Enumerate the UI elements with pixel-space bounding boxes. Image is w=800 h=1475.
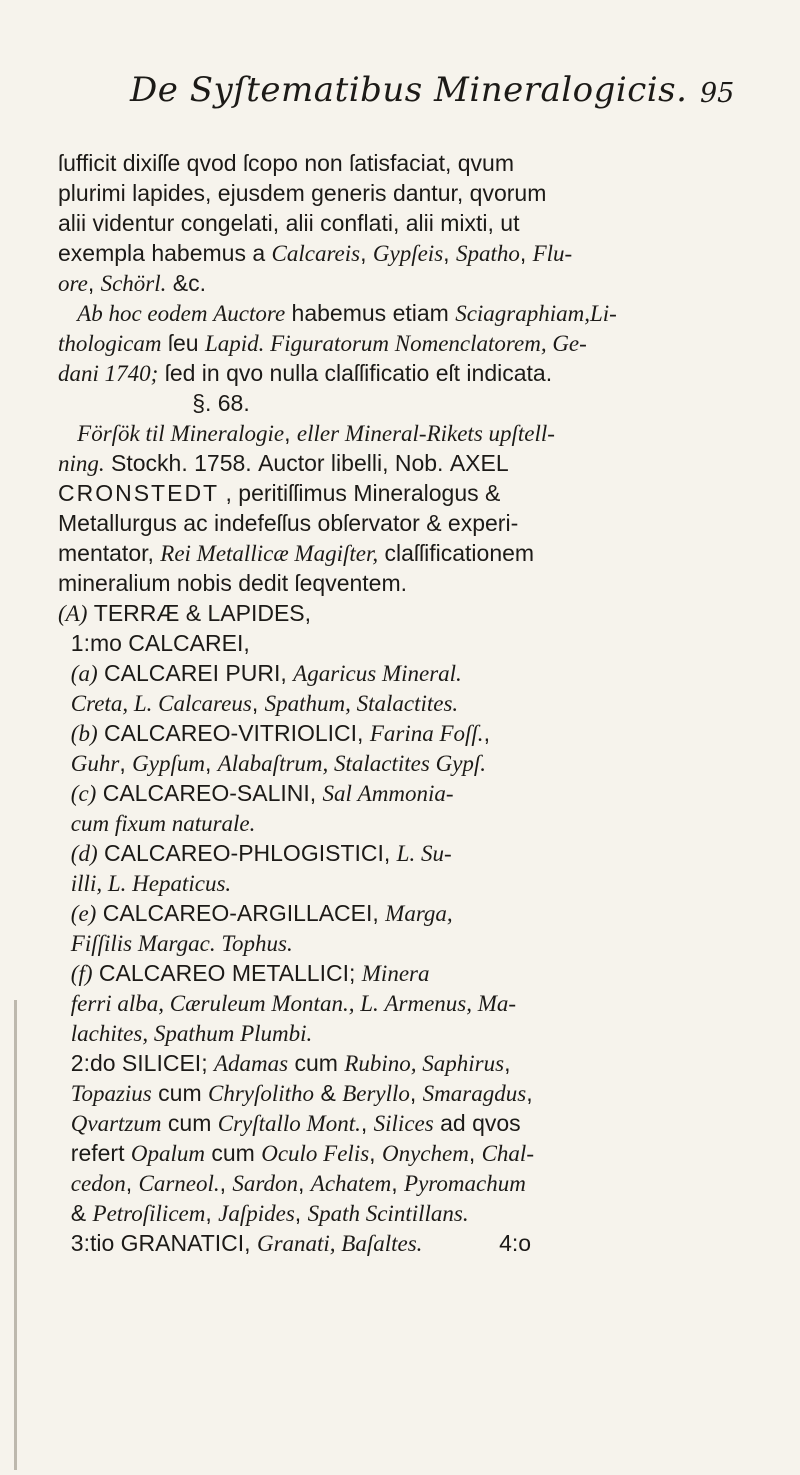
text-run: &c. [166, 270, 207, 296]
text-run: habemus etiam [285, 300, 456, 326]
italic-term: Rei Metallicæ Magiſter, [160, 541, 379, 566]
text-run: CALCAREI PURI, [97, 660, 294, 686]
text-run: CALCAREO-PHLOGISTICI, [97, 840, 397, 866]
italic-term: ferri alba, Cæruleum Montan., L. Armenus, Ma- [70, 991, 517, 1016]
text-line [58, 1048, 758, 1078]
text-line [58, 1018, 758, 1048]
text-run: , [119, 750, 133, 776]
text-run: , [219, 1170, 233, 1196]
text-run [58, 300, 77, 326]
text-run: , [87, 270, 101, 296]
text-line [58, 418, 758, 448]
text-run [58, 1170, 71, 1196]
text-line [58, 628, 758, 658]
italic-term: Agaricus Mineral. [293, 661, 462, 686]
italic-term: Sardon [232, 1171, 299, 1196]
italic-term: eller Mineral-Rikets upſtell- [296, 421, 555, 446]
italic-term: Marga, [385, 901, 453, 926]
italic-term: Alabaſtrum, Stalactites Gypſ. [217, 751, 487, 776]
text-line [58, 1108, 758, 1138]
text-run: claſſificationem [378, 540, 535, 566]
text-run: , [504, 1050, 511, 1076]
page-header [0, 70, 800, 130]
text-run [58, 690, 71, 716]
text-run: 4:o [422, 1230, 532, 1256]
italic-term: Gypſum [132, 751, 205, 776]
text-run [58, 870, 71, 896]
text-line [58, 748, 758, 778]
text-run: §. 68. [58, 390, 250, 416]
italic-term: Spathum, Stalactites. [264, 691, 459, 716]
italic-term: Qvartzum [70, 1111, 162, 1136]
italic-term: Creta, L. Calcareus [70, 691, 252, 716]
text-line [58, 1078, 758, 1108]
italic-term: Gypſeis [372, 241, 444, 266]
text-run: , [360, 1110, 374, 1136]
text-run: & [314, 1080, 343, 1106]
italic-term: Silices [373, 1111, 434, 1136]
text-run: plurimi lapides, ejusdem generis dantur, qvorum [58, 180, 547, 206]
text-line [58, 208, 758, 238]
italic-term: Sal Ammonia- [322, 781, 454, 806]
italic-term: Guhr [70, 751, 120, 776]
text-run: , [360, 240, 373, 266]
text-line [58, 778, 758, 808]
text-run: exempla habemus a [58, 240, 272, 266]
text-line [58, 178, 758, 208]
text-run: Stockh. 1758. Auctor libelli, Nob. AXEL [104, 450, 509, 476]
italic-term: lachites, Spathum Plumbi. [70, 1021, 313, 1046]
text-line [58, 1198, 758, 1228]
italic-term: (e) [70, 901, 97, 926]
italic-term: L. Su- [396, 841, 452, 866]
text-run [58, 660, 71, 686]
text-line [58, 898, 758, 928]
italic-term: Jaſpides [218, 1201, 295, 1226]
text-run: ſufficit dixiſſe qvod ſcopo non ſatisfaciat, qvum [58, 150, 514, 176]
text-run: 2:do SILICEI; [58, 1050, 214, 1076]
text-run: , [298, 1170, 311, 1196]
italic-term: Adamas [213, 1051, 289, 1076]
text-line [58, 448, 758, 478]
italic-term: Topazius [70, 1081, 152, 1106]
text-run [58, 720, 71, 746]
text-run [58, 420, 77, 446]
text-line [58, 238, 758, 268]
text-run: ſeu [161, 330, 205, 356]
italic-term: Förſök til Mineralogie [77, 421, 285, 446]
text-run [58, 750, 71, 776]
italic-term: dani 1740; [58, 361, 159, 386]
italic-term: illi, L. Hepaticus. [70, 871, 232, 896]
text-run: , [204, 750, 218, 776]
italic-term: Sciagraphiam,Li- [455, 301, 617, 326]
text-line [58, 358, 758, 388]
text-line [58, 388, 758, 418]
text-run: cum [151, 1080, 208, 1106]
italic-term: (f) [70, 961, 93, 986]
text-run: ſed in qvo nulla claſſificatio eſt indicata. [158, 360, 553, 386]
text-run: , [483, 720, 490, 746]
binding-edge-shadow [14, 1000, 17, 1470]
text-line [58, 568, 758, 598]
italic-term: Spath Scintillans. [307, 1201, 469, 1226]
text-run: ad qvos [433, 1110, 521, 1136]
italic-term: (A) [58, 601, 88, 626]
italic-term: Cryſtallo Mont. [217, 1111, 361, 1136]
italic-term: Ab hoc eodem Auctore [77, 301, 286, 326]
text-run: cum [161, 1110, 218, 1136]
text-run [58, 1020, 71, 1046]
text-line [58, 478, 758, 508]
text-run [58, 960, 71, 986]
text-run: , [468, 1140, 482, 1166]
text-run: 1:mo CALCAREI, [58, 630, 250, 656]
italic-term: Flu- [532, 241, 573, 266]
italic-term: Onychem [381, 1141, 469, 1166]
body-text [58, 148, 758, 1258]
italic-term: Pyromachum [404, 1171, 526, 1196]
italic-term: Spatho [455, 241, 520, 266]
text-run: , [205, 1200, 219, 1226]
text-line [58, 598, 758, 628]
text-line [58, 808, 758, 838]
text-run [58, 780, 71, 806]
italic-term: Fiſſilis Margac. Tophus. [70, 931, 293, 956]
text-run: , [391, 1170, 405, 1196]
text-run [58, 1110, 71, 1136]
page-number: 95 [700, 78, 735, 109]
italic-term: thologicam [58, 331, 162, 356]
text-run: , [443, 240, 456, 266]
text-line [58, 328, 758, 358]
text-run [58, 990, 71, 1016]
italic-term: Chryſolitho [208, 1081, 315, 1106]
text-run [58, 930, 71, 956]
italic-term: Farina Foſſ. [369, 721, 484, 746]
text-run: TERRÆ & LAPIDES, [87, 600, 312, 626]
running-title: De Syſtematibus Mineralogicis. [130, 70, 688, 110]
text-line [58, 988, 758, 1018]
text-run: CALCAREO-ARGILLACEI, [96, 900, 386, 926]
text-run: , [409, 1080, 423, 1106]
italic-term: Opalum [130, 1141, 205, 1166]
italic-term: Oculo Felis [261, 1141, 370, 1166]
text-run [58, 810, 71, 836]
text-line [58, 148, 758, 178]
text-line [58, 958, 758, 988]
text-run: CALCAREO METALLICI; [92, 960, 362, 986]
text-line [58, 718, 758, 748]
italic-term: Smaragdus [422, 1081, 527, 1106]
text-line [58, 688, 758, 718]
text-line [58, 928, 758, 958]
italic-term: Beryllo [342, 1081, 410, 1106]
text-run: CALCAREO-VITRIOLICI, [97, 720, 370, 746]
text-line [58, 838, 758, 868]
italic-term: Schörl. [100, 271, 167, 296]
text-run: , peritiſſimus Mineralogus & [219, 480, 501, 506]
text-run: , [284, 420, 297, 446]
text-run [58, 900, 71, 926]
text-line [58, 868, 758, 898]
text-run: , [251, 690, 265, 716]
text-run: alii videntur congelati, alii conflati, alii mixti, ut [58, 210, 520, 236]
text-line [58, 298, 758, 328]
italic-term: (b) [70, 721, 98, 746]
text-run: , [369, 1140, 382, 1166]
text-run [58, 1080, 71, 1106]
text-line [58, 538, 758, 568]
author-name: CRONSTEDT [58, 480, 220, 506]
italic-term: ore [58, 271, 88, 296]
italic-term: (d) [70, 841, 98, 866]
italic-term: Petroſilicem [92, 1201, 206, 1226]
text-line [58, 1138, 758, 1168]
italic-term: Calcareis [271, 241, 361, 266]
text-line [58, 508, 758, 538]
text-run: , [294, 1200, 308, 1226]
italic-term: (c) [70, 781, 97, 806]
italic-term: Rubino, Saphirus [344, 1051, 505, 1076]
italic-term: Chal- [481, 1141, 534, 1166]
italic-term: Lapid. Figuratorum Nomenclatorem, Ge- [204, 331, 587, 356]
italic-term: Granati, Baſaltes. [256, 1231, 423, 1256]
text-run: & [58, 1200, 93, 1226]
italic-term: cedon [70, 1171, 126, 1196]
italic-term: Achatem [310, 1171, 392, 1196]
text-run: CALCAREO-SALINI, [96, 780, 323, 806]
text-run: 3:tio GRANATICI, [58, 1230, 257, 1256]
text-line [58, 1168, 758, 1198]
text-run: cum [204, 1140, 262, 1166]
text-line [58, 268, 758, 298]
text-run: mineralium nobis dedit ſeqventem. [58, 570, 408, 596]
italic-term: Carneol. [138, 1171, 220, 1196]
text-line [58, 1228, 758, 1258]
text-line [58, 658, 758, 688]
italic-term: cum fixum naturale. [70, 811, 256, 836]
text-run [58, 840, 71, 866]
text-run: mentator, [58, 540, 161, 566]
italic-term: (a) [70, 661, 98, 686]
text-run: refert [58, 1140, 131, 1166]
text-run: , [519, 240, 533, 266]
italic-term: ning. [58, 451, 105, 476]
text-run: , [526, 1080, 533, 1106]
text-run: , [125, 1170, 139, 1196]
text-run: cum [288, 1050, 345, 1076]
text-run: Metallurgus ac indefeſſus obſervator & experi- [58, 510, 519, 536]
italic-term: Minera [361, 961, 430, 986]
